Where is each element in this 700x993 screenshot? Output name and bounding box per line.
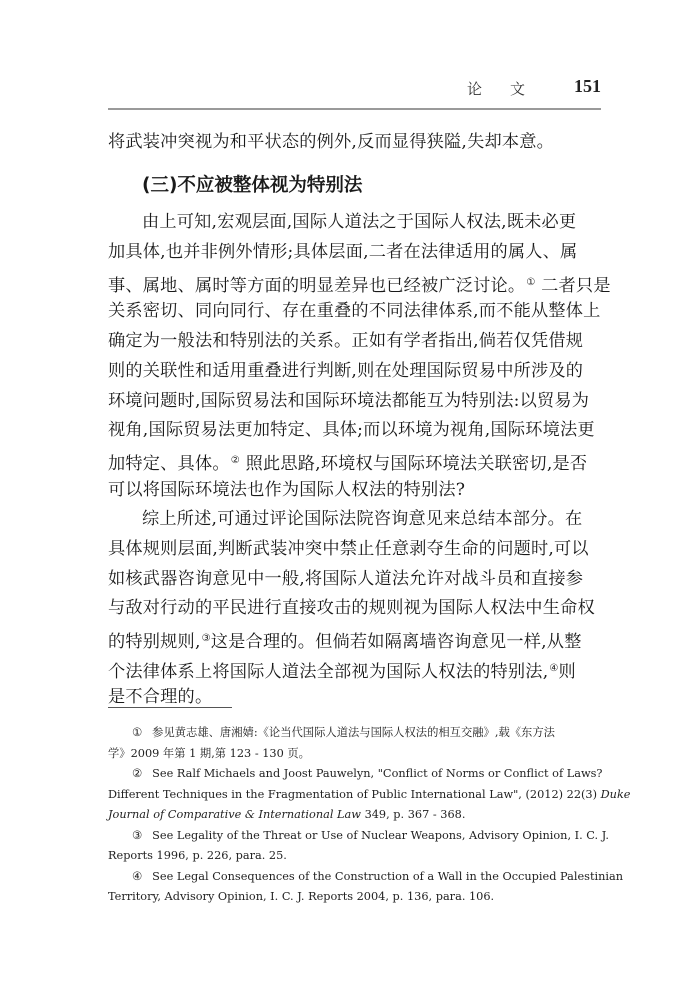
running-header	[108, 76, 601, 100]
text-line: 与敌对行动的平民进行直接攻击的规则视为国际人权法中生命权	[108, 598, 595, 619]
text-span: 事、属地、属时等方面的明显差异也已经被广泛讨论。	[108, 275, 526, 296]
text-line: 如核武器咨询意见中一般,将国际人道法允许对战斗员和直接参	[108, 568, 584, 589]
text-line	[108, 624, 601, 654]
journal-title: Journal of Comparative & International Law	[108, 808, 361, 821]
text-span: 的特别规则,	[108, 632, 201, 652]
footnote-line	[108, 785, 631, 806]
text-span: 照此思路,环境权与国际环境法关联密切,是否	[245, 453, 588, 474]
footnote-ref-4[interactable]: ④	[549, 662, 559, 674]
footnote-1	[108, 723, 601, 764]
text-line: 由上可知,宏观层面,国际人道法之于国际人权法,既未必更	[142, 212, 577, 233]
main-text	[108, 128, 611, 713]
footnote-mark: ④	[132, 869, 143, 883]
footnote-rule	[108, 707, 232, 708]
footnote-text: See Legal Consequences of the Construction of a Wall in the Occupied Palestinian	[152, 869, 623, 883]
text-line	[108, 654, 601, 684]
text-line: 则的关联性和适用重叠进行判断,则在处理国际贸易中所涉及的	[108, 360, 584, 381]
paragraph-2	[108, 505, 601, 713]
text-line	[108, 446, 601, 476]
footnote-mark: ①	[132, 726, 143, 739]
journal-title: Duke	[600, 787, 631, 801]
footnote-mark: ②	[132, 767, 143, 780]
text-line: 加具体,也并非例外情形;具体层面,二者在法律适用的属人、属	[108, 242, 578, 263]
text-line: 环境问题时,国际贸易法和国际环境法都能互为特别法:以贸易为	[108, 390, 590, 411]
footnote-line	[108, 826, 609, 847]
footnote-mark: ③	[132, 828, 143, 842]
footnote-ref-3[interactable]: ③	[201, 633, 211, 644]
footnote-ref-2[interactable]: ②	[230, 454, 240, 466]
footnote-2	[108, 764, 631, 826]
footnote-text: See Ralf Michaels and Joost Pauwelyn, "Conflict of Norms or Conflict of Laws?	[152, 767, 603, 780]
footnote-ref-1[interactable]: ①	[526, 276, 536, 288]
footnote-line	[108, 867, 623, 888]
footnote-line: Reports 1996, p. 226, para. 25.	[108, 849, 287, 862]
footnote-line: Territory, Advisory Opinion, I. C. J. Reports 2004, p. 136, para. 106.	[108, 890, 495, 903]
text-span: 加特定、具体。	[108, 453, 230, 474]
footnote-line: 学》2009 年第 1 期,第 123 - 130 页。	[108, 746, 310, 760]
text-line: 关系密切、同向同行、存在重叠的不同法律体系,而不能从整体上	[108, 301, 601, 322]
section-heading: (三)不应被整体视为特别法	[142, 174, 363, 196]
text-line: 视角,国际贸易法更加特定、具体;而以环境为视角,国际环境法更	[108, 420, 595, 441]
footnotes	[108, 723, 631, 908]
text-line: 是不合理的。	[108, 687, 213, 708]
footnote-text: 参见黄志雄、唐湘婧:《论当代国际人道法与国际人权法的相互交融》,载《东方法	[152, 726, 555, 739]
text-span: 这是合理的。但倘若如隔离墙咨询意见一样,从整	[210, 632, 582, 652]
text-span: 二者只是	[541, 275, 611, 296]
paragraph-1	[108, 208, 611, 505]
text-line: 可以将国际环境法也作为国际人权法的特别法?	[108, 479, 466, 500]
text-line: 确定为一般法和特别法的关系。正如有学者指出,倘若仅凭借规	[108, 331, 584, 352]
text-line	[108, 268, 611, 298]
page-number: 151	[574, 76, 601, 96]
footnote-text: 349, p. 367 - 368.	[364, 808, 466, 821]
text-span: 个法律体系上将国际人道法全部视为国际人权法的特别法,	[108, 661, 549, 682]
footnote-text: See Legality of the Threat or Use of Nuclear Weapons, Advisory Opinion, I. C. J.	[152, 828, 609, 842]
running-header-section: 论文	[466, 80, 553, 98]
text-line: 综上所述,可通过评论国际法院咨询意见来总结本部分。在	[142, 509, 583, 530]
footnote-text: Different Techniques in the Fragmentation of Public International Law", (2012) 22(3)	[108, 787, 598, 801]
footnote-4	[108, 867, 623, 908]
footnote-3	[108, 826, 609, 867]
text-span: 则	[558, 661, 576, 682]
text-line: 具体规则层面,判断武装冲突中禁止任意剥夺生命的问题时,可以	[108, 538, 589, 559]
footnote-line	[108, 764, 601, 785]
footnote-line	[108, 805, 601, 826]
footnote-line	[108, 723, 601, 744]
header-rule	[108, 108, 601, 110]
continuation-line: 将武装冲突视为和平状态的例外,反而显得狭隘,失却本意。	[108, 132, 555, 152]
